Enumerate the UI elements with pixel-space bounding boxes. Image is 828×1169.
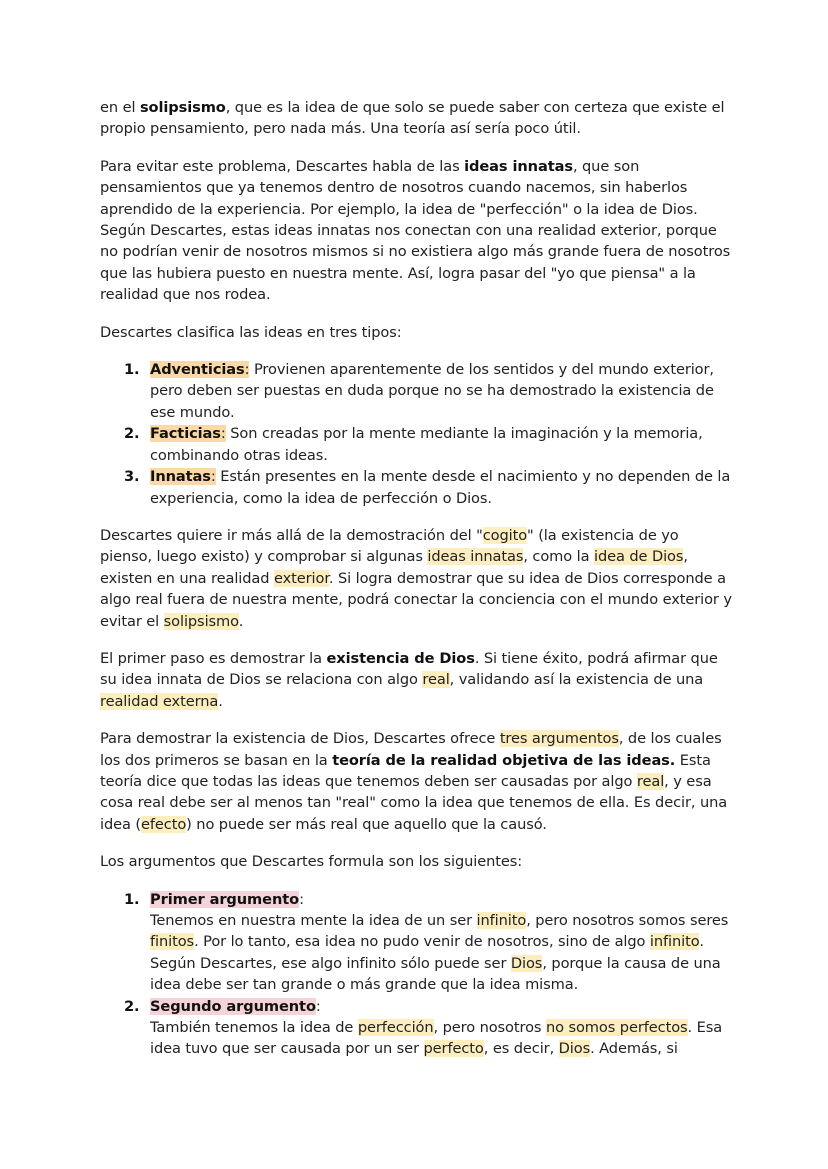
idea-types-list	[100, 359, 732, 509]
bold-term: teoría de la realidad objetiva de las ideas.	[332, 751, 676, 769]
highlight-term: Adventicias	[150, 361, 245, 379]
highlight: finitos	[150, 933, 195, 951]
highlight: tres argumentos	[499, 730, 619, 748]
highlight: solipsismo	[163, 612, 239, 630]
list-item: 1. Primer argumento: Tenemos en nuestra mente la idea de un ser infinito, pero nosotros somos seres finitos. Por lo tanto, esa idea no pudo venir de nosotros, sino de algo infinito. Según Descartes, ese algo infinito sólo puede ser Dios, porque la causa de una idea debe ser tan grande o más grande que la idea misma.	[100, 889, 732, 996]
highlight: perfecto	[423, 1040, 484, 1058]
argument-title: Primer argumento	[150, 890, 300, 908]
highlight: efecto	[140, 815, 187, 833]
paragraph-solipsismo: en el solipsismo, que es la idea de que solo se puede saber con certeza que existe el propio pensamiento, pero nada más. Una teoría así sería poco útil.	[100, 99, 725, 138]
list-item: 1. Adventicias: Provienen aparentemente de los sentidos y del mundo exterior, pero deben ser puestas en duda porque no se ha demostrado la existencia de ese mundo.	[124, 361, 714, 421]
bold-term: ideas innatas	[464, 157, 573, 175]
arguments-list	[100, 889, 732, 1060]
highlight: Dios	[558, 1040, 591, 1058]
bold-term: solipsismo	[139, 99, 226, 116]
paragraph-formula: Los argumentos que Descartes formula son los siguientes:	[100, 853, 523, 871]
paragraph-clasifica: Descartes clasifica las ideas en tres tipos:	[100, 323, 402, 341]
argument-title: Segundo argumento	[150, 997, 316, 1015]
highlight: infinito	[649, 933, 700, 951]
list-item: 2. Facticias: Son creadas por la mente mediante la imaginación y la memoria, combinando otras ideas.	[124, 425, 703, 464]
highlight: idea de Dios	[593, 548, 684, 566]
highlight: ideas innatas	[427, 548, 524, 566]
highlight-term: Facticias	[150, 425, 221, 443]
highlight: exterior	[273, 569, 329, 587]
paragraph-existencia-dios: El primer paso es demostrar la existencia de Dios. Si tiene éxito, podrá afirmar que su idea innata de Dios se relaciona con algo real, validando así la existencia de una realidad externa.	[100, 649, 718, 710]
argument-body: También tenemos la idea de perfección, pero nosotros no somos perfectos. Esa idea tuvo que ser causada por un ser perfecto, es decir, Dios. Además, si	[150, 1019, 723, 1058]
paragraph-ideas-innatas: Para evitar este problema, Descartes habla de las ideas innatas, que son pensamientos que ya tenemos dentro de nosotros cuando nacemos, sin haberlos aprendido de la experiencia. Por ejemplo, la idea de "perfección" o la idea de Dios. Según Descartes, estas ideas innatas nos conectan con una realidad exterior, porque no podrían venir de nosotros mismos si no existiera algo más grande fuera de nosotros que las hubiera puesto en nuestra mente. Así, logra pasar del "yo que piensa" a la realidad que nos rodea.	[100, 157, 731, 304]
highlight: no somos perfectos	[545, 1019, 688, 1037]
paragraph-cogito: Descartes quiere ir más allá de la demostración del "cogito" (la existencia de yo pienso, luego existo) y comprobar si algunas ideas innatas, como la idea de Dios, existen en una realidad exterior. Si logra demostrar que su idea de Dios corresponde a algo real fuera de nuestra mente, podrá conectar la conciencia con el mundo exterior y evitar el solipsismo.	[100, 526, 732, 630]
paragraph-argumentos: Para demostrar la existencia de Dios, Descartes ofrece tres argumentos, de los cuales los dos primeros se basan en la teoría de la realidad objetiva de las ideas. Esta teoría dice que todas las ideas que tenemos deben ser causadas por algo real, y esa cosa real debe ser al menos tan "real" como la idea que tenemos de ella. Es decir, una idea (efecto) no puede ser más real que aquello que la causó.	[100, 730, 728, 833]
document-page	[100, 97, 732, 1076]
highlight: infinito	[476, 912, 527, 929]
highlight: Dios	[510, 954, 543, 972]
list-item: 2. Segundo argumento: También tenemos la idea de perfección, pero nosotros no somos perfectos. Esa idea tuvo que ser causada por un ser perfecto, es decir, Dios. Además, si	[100, 996, 732, 1060]
highlight-term: Innatas	[150, 468, 211, 486]
highlight: real	[636, 772, 665, 790]
argument-body: Tenemos en nuestra mente la idea de un ser infinito, pero nosotros somos seres finitos. Por lo tanto, esa idea no pudo venir de nosotros, sino de algo infinito. Según Descartes, ese algo infinito sólo puede ser Dios, porque la causa de una idea debe ser tan grande o más grande que la idea misma.	[150, 912, 729, 994]
highlight: real	[422, 671, 450, 689]
bold-term: existencia de Dios	[326, 649, 475, 667]
highlight: perfección	[357, 1019, 434, 1037]
list-item: 3. Innatas: Están presentes en la mente desde el nacimiento y no dependen de la experiencia, como la idea de perfección o Dios.	[124, 468, 731, 507]
highlight: realidad externa	[100, 692, 219, 710]
highlight: cogito	[482, 526, 528, 544]
